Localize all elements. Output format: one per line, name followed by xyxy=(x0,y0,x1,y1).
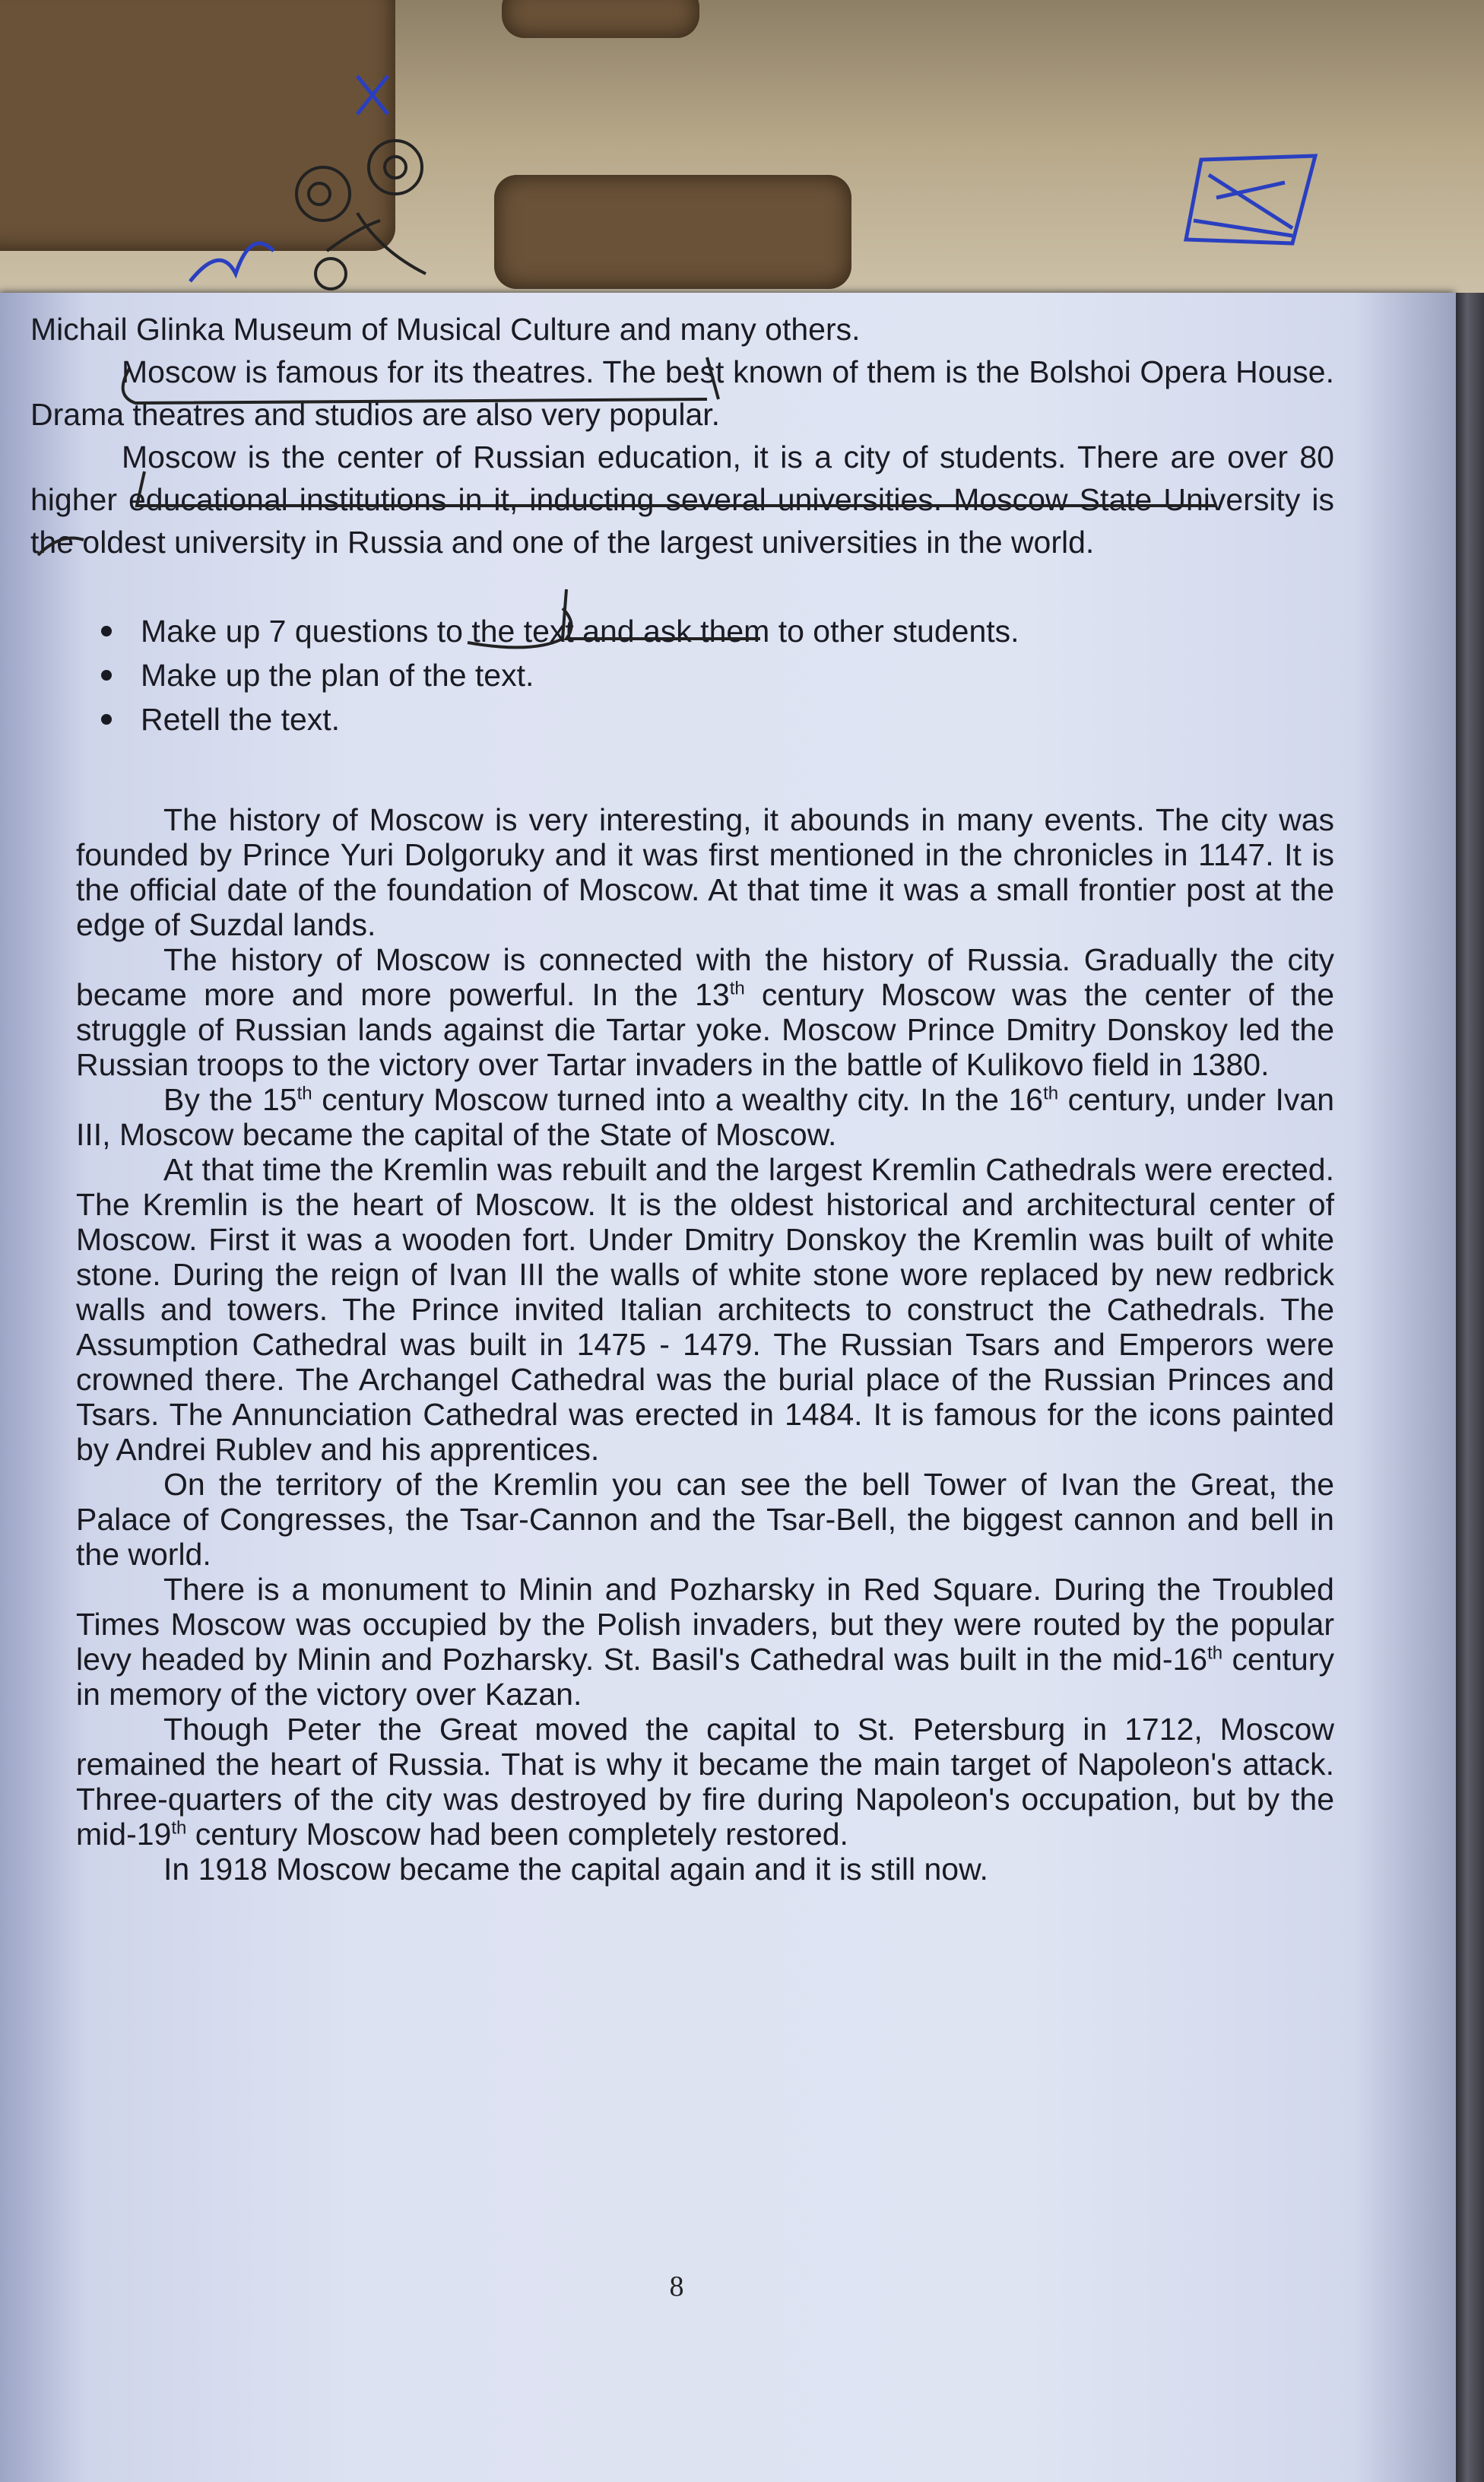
history-text xyxy=(30,802,1334,1887)
intro-paragraph: Moscow is famous for its theatres. The best known of them is the Bolshoi Opera House. Drama theatres and studios are also very popular. xyxy=(30,354,1334,432)
history-paragraph: At that time the Kremlin was rebuilt and the largest Kremlin Cathedrals were erected. The Kremlin is the heart of Moscow. It is the oldest historical and architectural center of Moscow. First it was a wooden fort. Under Dmitry Donskoy the Kremlin was built of white stone. During the reign of Ivan III the walls of white stone wore replaced by new redbrick walls and towers. The Prince invited Italian architects to construct the Cathedrals. The Assumption Cathedral was built in 1475 - 1479. The Russian Tsars and Emperors were crowned there. The Archangel Cathedral was the burial place of the Russian Princes and Tsars. The Annunciation Cathedral was erected in 1484. It is famous for the icons painted by Andrei Rublev and his apprentices. xyxy=(76,1152,1334,1467)
superscript: th xyxy=(1043,1083,1059,1104)
task-item: Make up 7 questions to the text and ask them to other students. xyxy=(141,609,1334,653)
wood-surface xyxy=(0,0,395,251)
history-paragraph: The history of Moscow is very interesting, it abounds in many events. The city was founded by Prince Yuri Dolgoruky and it was first mentioned in the chronicles in 1147. It is the official date of the foundation of Moscow. At that time it was a small frontier post at the edge of Suzdal lands. xyxy=(76,802,1334,942)
desk-background xyxy=(0,0,1484,319)
wood-surface xyxy=(502,0,699,38)
superscript: th xyxy=(171,1817,187,1839)
document-body xyxy=(30,308,1334,1887)
task-item: Retell the text. xyxy=(141,697,1334,741)
superscript: th xyxy=(729,978,745,999)
intro-paragraph: Moscow is the center of Russian education, it is a city of students. There are over 80 higher educational institutions in it, inducting several universities. Moscow State University is the oldest university in Russia and one of the largest universities in the world. xyxy=(30,440,1334,560)
history-paragraph: Though Peter the Great moved the capital to St. Petersburg in 1712, Moscow remained the heart of Russia. That is why it became the main target of Napoleon's attack. Three-quarters of the city was destroyed by fire during Napoleon's occupation, but by the mid-19th century Moscow had been completely restored. xyxy=(76,1712,1334,1852)
binding-edge xyxy=(1456,293,1484,2482)
history-paragraph: The history of Moscow is connected with the history of Russia. Gradually the city became more and more powerful. In the 13th century Moscow was the center of the struggle of Russian lands against die Tartar yoke. Moscow Prince Dmitry Donskoy led the Russian troops to the victory over Tartar invaders in the battle of Kulikovo field in 1380. xyxy=(76,942,1334,1082)
intro-paragraph: Michail Glinka Museum of Musical Culture and many others. xyxy=(30,312,861,347)
history-paragraph: There is a monument to Minin and Pozharsky in Red Square. During the Troubled Times Moscow was occupied by the Polish invaders, but they were routed by the popular levy headed by Minin and Pozharsky. St. Basil's Cathedral was built in the mid-16th century in memory of the victory over Kazan. xyxy=(76,1572,1334,1712)
history-paragraph: In 1918 Moscow became the capital again and it is still now. xyxy=(163,1852,988,1887)
page-number: 8 xyxy=(669,2271,684,2303)
history-paragraph: On the territory of the Kremlin you can see the bell Tower of Ivan the Great, the Palace of Congresses, the Tsar-Cannon and the Tsar-Bell, the biggest cannon and bell in the world. xyxy=(76,1467,1334,1572)
history-paragraph: By the 15th century Moscow turned into a wealthy city. In the 16th century, under Ivan III, Moscow became the capital of the State of Moscow. xyxy=(76,1082,1334,1152)
wood-surface xyxy=(494,175,851,289)
task-list xyxy=(141,609,1334,741)
superscript: th xyxy=(1207,1642,1223,1664)
superscript: th xyxy=(296,1083,312,1104)
task-item: Make up the plan of the text. xyxy=(141,653,1334,697)
